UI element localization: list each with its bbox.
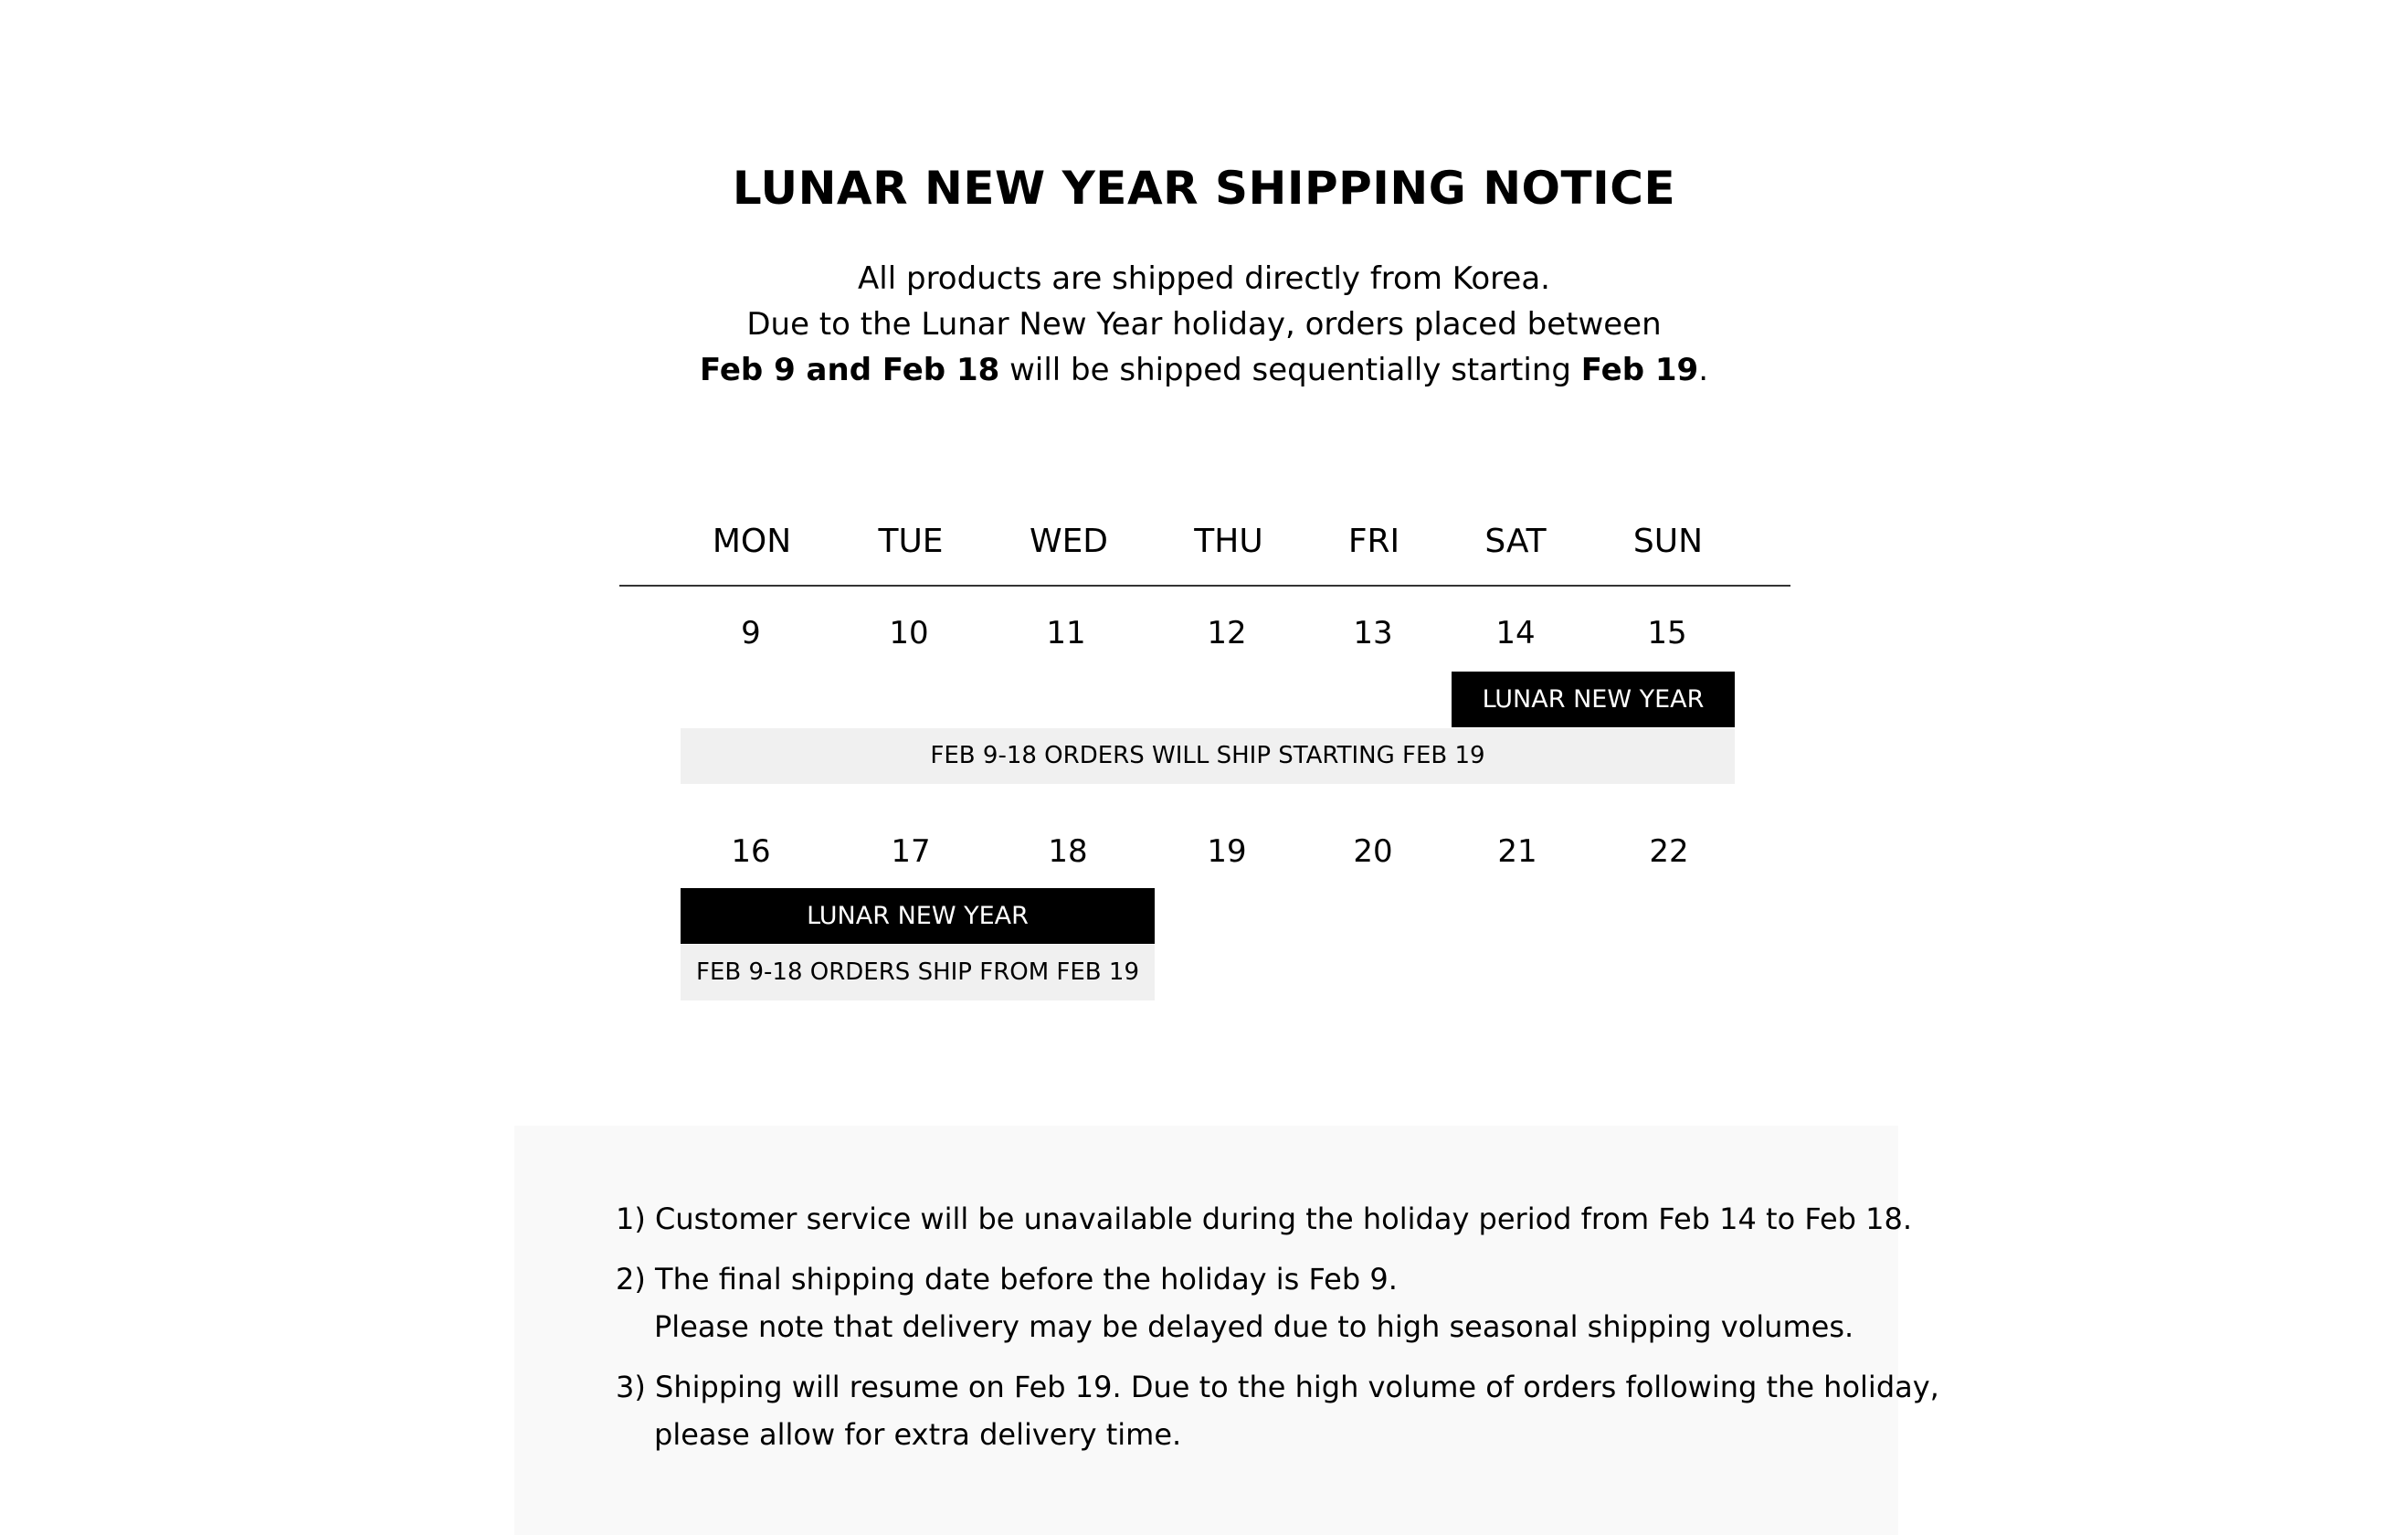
- note-text: 1) Customer service will be unavailable during the holiday period from Feb 14 to Feb 18.: [616, 1202, 1913, 1236]
- calendar-day: 22: [1649, 833, 1689, 870]
- note-item: [616, 1363, 1939, 1458]
- calendar-day: 21: [1497, 833, 1537, 870]
- calendar-day: 12: [1207, 615, 1247, 651]
- weekday-wed: WED: [1029, 523, 1109, 560]
- weekday-tue: TUE: [878, 523, 944, 560]
- holiday-bar: LUNAR NEW YEAR: [1452, 672, 1735, 727]
- note-item: [616, 1255, 1854, 1350]
- header-divider: [619, 585, 1790, 587]
- intro-line-3: [0, 347, 2408, 393]
- calendar-day: 14: [1495, 615, 1536, 651]
- calendar-day: 18: [1048, 833, 1088, 870]
- intro-text: [0, 256, 2408, 393]
- shipping-notice-bar: FEB 9-18 ORDERS SHIP FROM FEB 19: [681, 945, 1155, 1000]
- calendar-day: 19: [1207, 833, 1247, 870]
- note-text: 3) Shipping will resume on Feb 19. Due to the high volume of orders following the holiday,: [616, 1370, 1939, 1404]
- calendar-day: 17: [891, 833, 931, 870]
- intro-line-3-text: will be shipped sequentially starting: [999, 352, 1581, 388]
- calendar-day: 11: [1046, 615, 1086, 651]
- calendar-day: 16: [731, 833, 771, 870]
- note-item: [616, 1195, 1912, 1243]
- weekday-mon: MON: [712, 523, 792, 560]
- calendar-day: 9: [741, 615, 761, 651]
- intro-line-1: All products are shipped directly from Korea.: [858, 260, 1550, 297]
- weekday-fri: FRI: [1347, 523, 1400, 560]
- intro-line-3-end: .: [1698, 352, 1708, 388]
- shipping-notice-bar: FEB 9-18 ORDERS WILL SHIP STARTING FEB 19: [681, 728, 1735, 784]
- calendar-day: 13: [1353, 615, 1393, 651]
- intro-line-2: Due to the Lunar New Year holiday, orders placed between: [746, 306, 1662, 343]
- holiday-bar: LUNAR NEW YEAR: [681, 888, 1155, 944]
- page-title: LUNAR NEW YEAR SHIPPING NOTICE: [732, 162, 1676, 215]
- calendar-day: 20: [1353, 833, 1393, 870]
- calendar-day: 10: [889, 615, 929, 651]
- intro-resume-date: Feb 19: [1580, 352, 1699, 388]
- note-text: 2) The final shipping date before the holiday is Feb 9.: [616, 1262, 1398, 1297]
- weekday-sun: SUN: [1632, 523, 1704, 560]
- note-text-continued: Please note that delivery may be delayed due to high seasonal shipping volumes.: [654, 1309, 1854, 1344]
- weekday-header: [619, 512, 1789, 585]
- weekday-thu: THU: [1194, 523, 1263, 560]
- weekday-sat: SAT: [1484, 523, 1547, 560]
- intro-date-range: Feb 9 and Feb 18: [699, 352, 1000, 388]
- calendar-day: 15: [1647, 615, 1687, 651]
- note-text-continued: please allow for extra delivery time.: [654, 1417, 1182, 1452]
